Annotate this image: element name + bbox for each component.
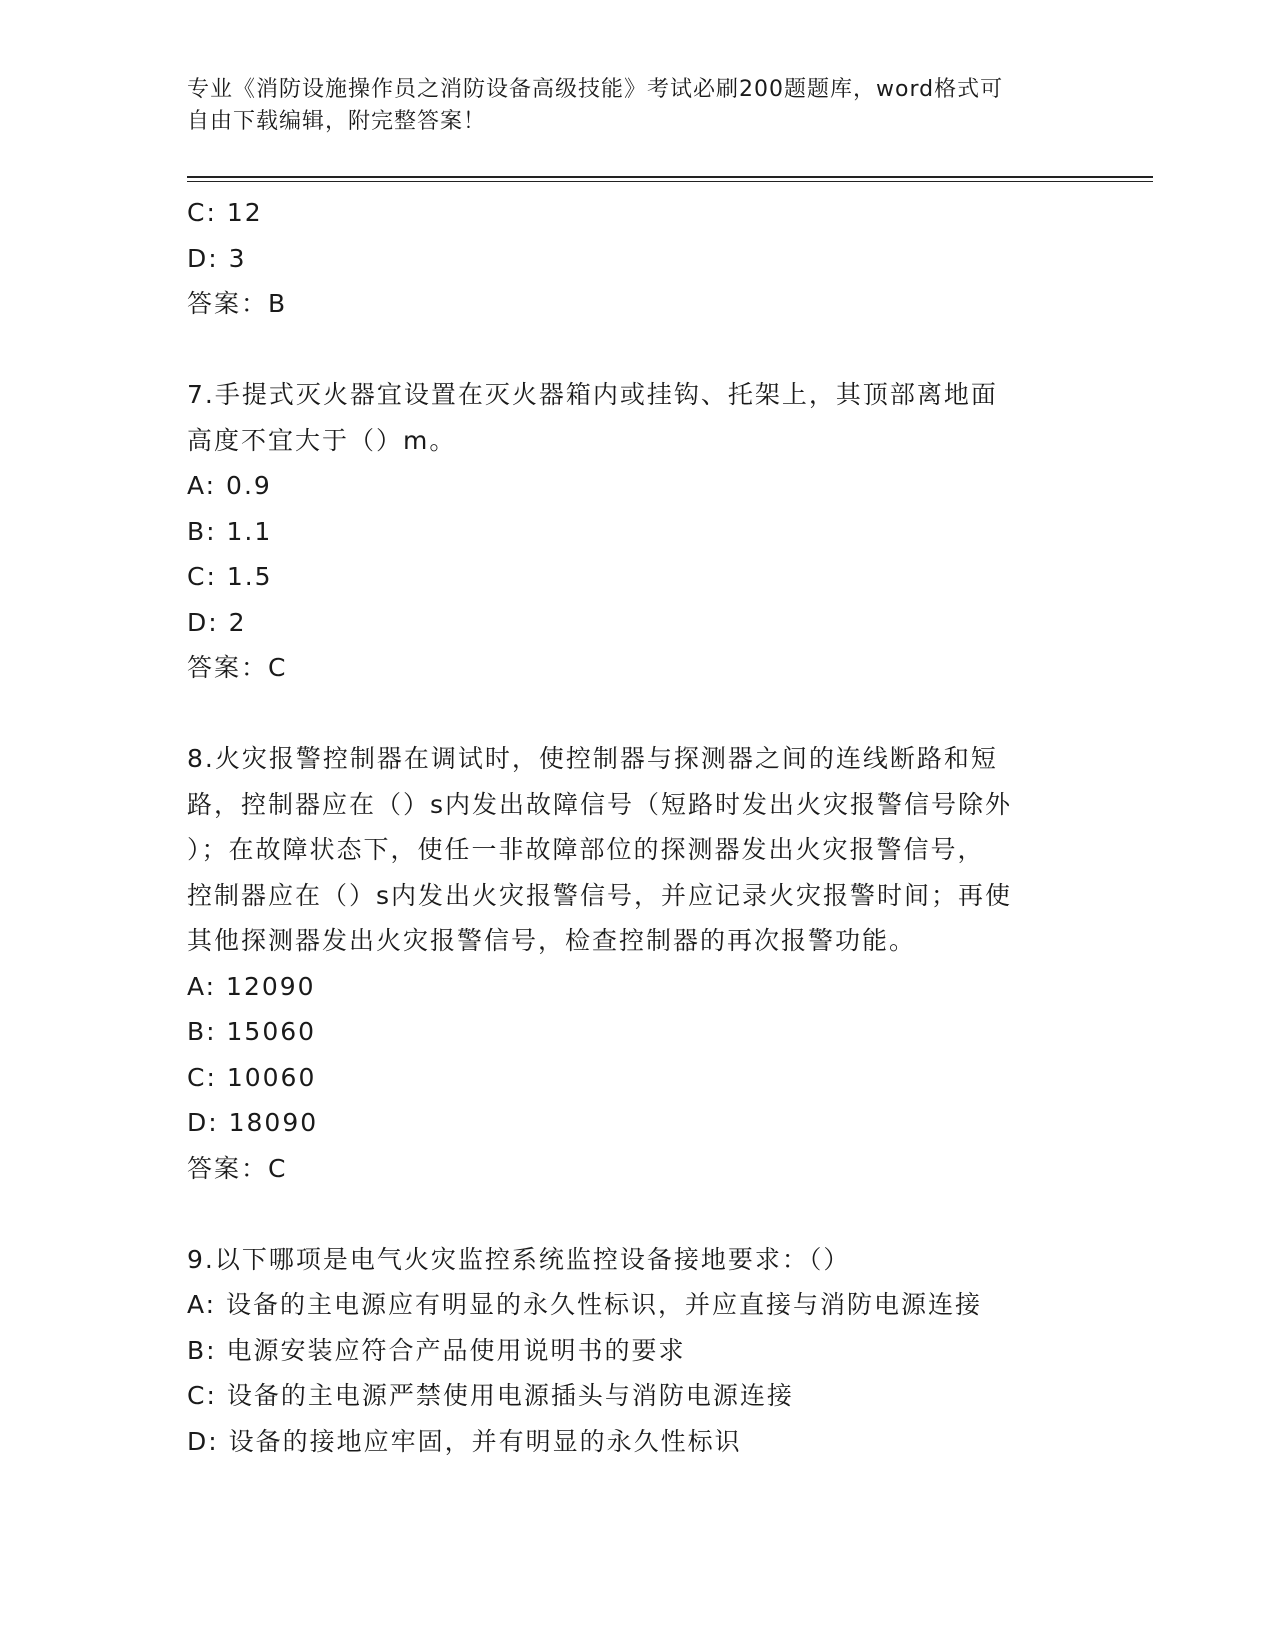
previous-question-tail [187, 190, 1087, 327]
header-divider-thick [187, 176, 1153, 178]
question-text [187, 1237, 1087, 1283]
question-7 [187, 372, 1087, 691]
spacer [187, 691, 1087, 737]
question-text [187, 372, 1087, 463]
question-text-line: 8.火灾报警控制器在调试时，使控制器与探测器之间的连线断路和短 [187, 744, 998, 773]
option-c: C: 设备的主电源严禁使用电源插头与消防电源连接 [187, 1381, 794, 1410]
header-line-2: 自由下载编辑，附完整答案！ [187, 109, 487, 134]
question-8 [187, 736, 1087, 1191]
option-b: B: 1.1 [187, 516, 273, 546]
option-c: C: 10060 [187, 1062, 317, 1092]
option-c: C: 1.5 [187, 562, 273, 591]
option-d: D: 2 [187, 607, 247, 637]
option-b: B: 15060 [187, 1017, 317, 1046]
header-divider-thin [187, 181, 1153, 182]
question-text-line: ）；在故障状态下，使任一非故障部位的探测器发出火灾报警信号， [187, 835, 985, 864]
answer-line: 答案：B [187, 289, 288, 318]
option-d: D: 3 [187, 243, 247, 273]
option-b: B: 电源安装应符合产品使用说明书的要求 [187, 1335, 686, 1365]
header-line-1: 专业《消防设施操作员之消防设备高级技能》考试必刷200题题库，word格式可 [187, 77, 1004, 102]
option-d: D: 18090 [187, 1108, 319, 1137]
question-text-line: 高度不宜大于（）m。 [187, 425, 457, 455]
question-9 [187, 1237, 1087, 1465]
spacer [187, 1191, 1087, 1237]
option-c: C: 12 [187, 198, 263, 227]
question-text-line: 其他探测器发出火灾报警信号，检查控制器的再次报警功能。 [187, 926, 917, 955]
spacer [187, 327, 1087, 373]
answer-line: 答案：C [187, 1153, 288, 1183]
question-content [187, 190, 1087, 1464]
question-text-line: 7.手提式灭火器宜设置在灭火器箱内或挂钩、托架上，其顶部离地面 [187, 380, 998, 409]
question-text [187, 736, 1087, 964]
question-text-line: 控制器应在（）s内发出火灾报警信号，并应记录火灾报警时间；再使 [187, 880, 1013, 910]
answer-line: 答案：C [187, 653, 288, 682]
question-text-line: 9.以下哪项是电气火灾监控系统监控设备接地要求：（） [187, 1244, 851, 1274]
option-a: A: 设备的主电源应有明显的永久性标识，并应直接与消防电源连接 [187, 1290, 983, 1319]
option-d: D: 设备的接地应牢固，并有明显的永久性标识 [187, 1426, 742, 1456]
page-header [187, 74, 1087, 138]
question-text-line: 路，控制器应在（）s内发出故障信号（短路时发出火灾报警信号除外 [187, 789, 1013, 819]
option-a: A: 12090 [187, 971, 316, 1001]
option-a: A: 0.9 [187, 471, 272, 500]
